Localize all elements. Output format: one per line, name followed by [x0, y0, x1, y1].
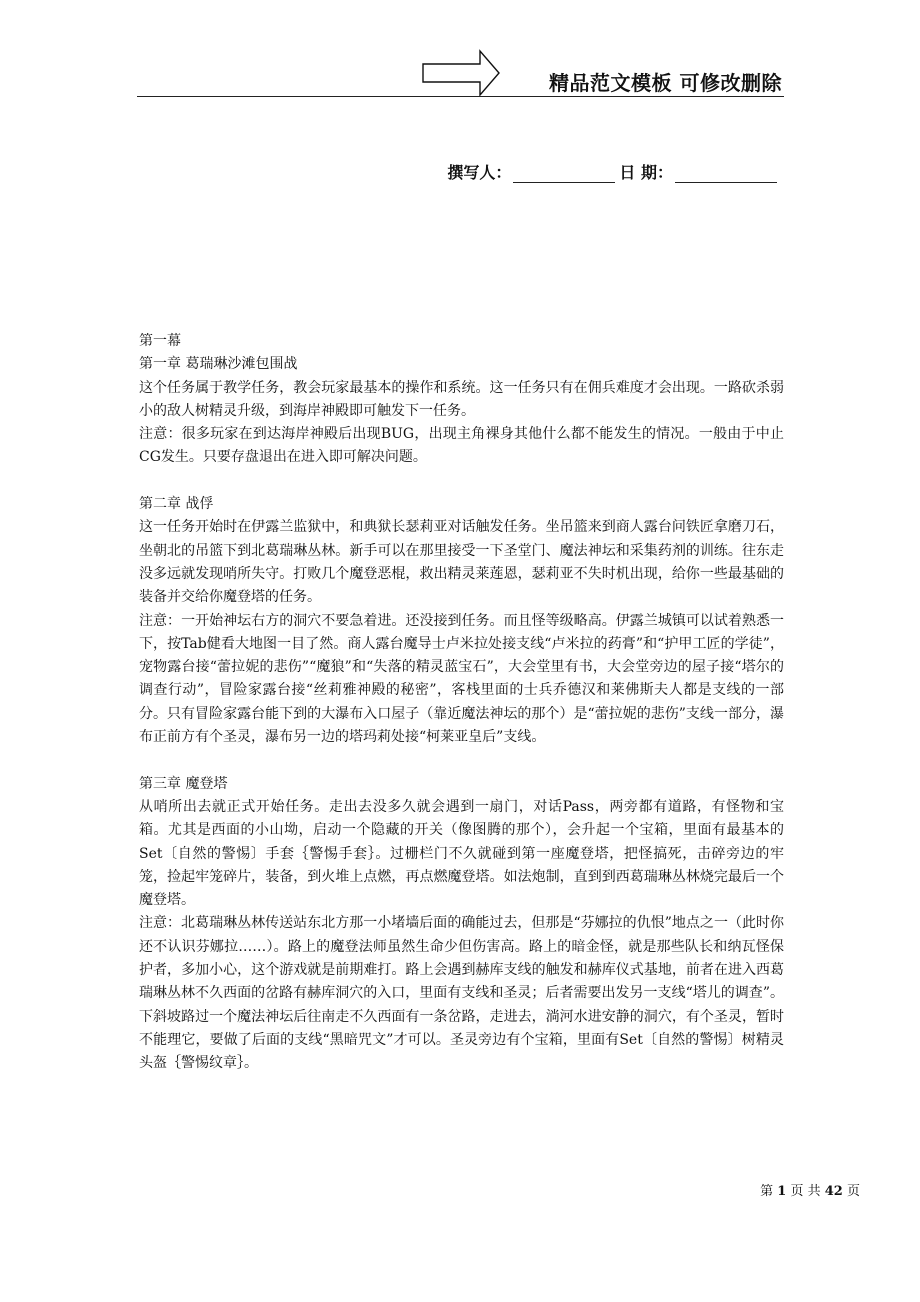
document-body	[139, 330, 784, 1076]
chapter3-heading: 第三章 魔登塔	[139, 775, 228, 792]
chapter1-note: 注意：很多玩家在到达海岸神殿后出现BUG，出现主角裸身其他什么都不能发生的情况。一般由于中止CG发生。只要存盘退出在进入即可解决问题。	[139, 426, 784, 466]
spacer	[139, 749, 784, 772]
chapter3-paragraph: 从哨所出去就正式开始任务。走出去没多久就会遇到一扇门，对话Pass，两旁都有道路，有怪物和宝箱。尤其是西面的小山坳，启动一个隐藏的开关（像图腾的那个），会升起一个宝箱，里面有最基本的Set〔自然的警惕〕手套｛警惕手套｝。过栅栏门不久就碰到第一座魔登塔，把怪搞死，击碎旁边的牢笼，捡起牢笼碎片，装备，到火堆上点燃，再点燃魔登塔。如法炮制，直到到西葛瑞琳丛林烧完最后一个魔登塔。	[139, 798, 784, 909]
date-label: 日 期：	[619, 163, 673, 182]
spacer	[139, 470, 784, 493]
total-pages: 42	[824, 1184, 843, 1199]
page-number: 1	[777, 1184, 787, 1199]
chapter1-heading: 第一章 葛瑞琳沙滩包围战	[139, 356, 298, 373]
header-rule	[137, 96, 784, 97]
chapter1-paragraph: 这个任务属于教学任务，教会玩家最基本的操作和系统。这一任务只有在佣兵难度才会出现。一路砍杀弱小的敌人树精灵升级，到海岸神殿即可触发下一任务。	[139, 379, 784, 419]
footer-prefix: 第	[760, 1184, 774, 1199]
act-title: 第一幕	[139, 333, 181, 349]
footer-middle: 页 共	[790, 1184, 821, 1199]
author-blank[interactable]	[513, 162, 615, 183]
chapter2-paragraph: 这一任务开始时在伊露兰监狱中，和典狱长瑟莉亚对话触发任务。坐吊篮来到商人露台问铁匠拿磨刀石，坐朝北的吊篮下到北葛瑞琳丛林。新手可以在那里接受一下圣堂门、魔法神坛和采集药剂的训练。往东走没多远就发现哨所失守。打败几个魔登恶棍，救出精灵莱莲恩，瑟莉亚不失时机出现，给你一些最基础的装备并交给你魔登塔的任务。	[139, 519, 784, 606]
author-date-line	[447, 160, 781, 183]
footer-suffix: 页	[846, 1184, 860, 1199]
chapter2-note: 注意：一开始神坛右方的洞穴不要急着进。还没接到任务。而且怪等级略高。伊露兰城镇可以试着熟悉一下，按Tab健看大地图一目了然。商人露台魔导士卢米拉处接支线“卢米拉的药膏”和“护甲工匠的学徒”，宠物露台接“蕾拉妮的悲伤”“魔狼”和“失落的精灵蓝宝石”，大会堂里有书，大会堂旁边的屋子接“塔尔的调查行动”，冒险家露台接“丝莉雅神殿的秘密”，客栈里面的士兵乔德汉和莱佛斯夫人都是支线的一部分。只有冒险家露台能下到的大瀑布入口屋子（靠近魔法神坛的那个）是“蕾拉妮的悲伤”支线一部分，瀑布正前方有个圣灵，瀑布另一边的塔玛莉处接“柯莱亚皇后”支线。	[139, 612, 784, 746]
chapter2-heading: 第二章 战俘	[139, 496, 214, 513]
right-arrow-outline-icon	[422, 48, 502, 98]
header-title: 精品范文模板 可修改删除	[549, 71, 782, 95]
date-blank[interactable]	[675, 162, 777, 183]
page-header	[137, 48, 784, 98]
chapter3-note: 注意：北葛瑞琳丛林传送站东北方那一小堵墙后面的确能过去，但那是“芬娜拉的仇恨”地点之一（此时你还不认识芬娜拉……）。路上的魔登法师虽然生命少但伤害高。路上的暗金怪，就是那些队长和纳瓦怪保护者，多加小心，这个游戏就是前期难打。路上会遇到赫库支线的触发和赫库仪式基地，前者在进入西葛瑞琳丛林不久西面的岔路有赫库洞穴的入口，里面有支线和圣灵；后者需要出发另一支线“塔儿的调查”。下斜坡路过一个魔法神坛后往南走不久西面有一条岔路，走进去，淌河水进安静的洞穴，有个圣灵，暂时不能理它，要做了后面的支线“黑暗咒文”才可以。圣灵旁边有个宝箱，里面有Set〔自然的警惕〕树精灵头盔｛警惕纹章｝。	[139, 915, 784, 1072]
page-footer	[760, 1180, 860, 1199]
author-label: 撰写人：	[447, 163, 512, 182]
